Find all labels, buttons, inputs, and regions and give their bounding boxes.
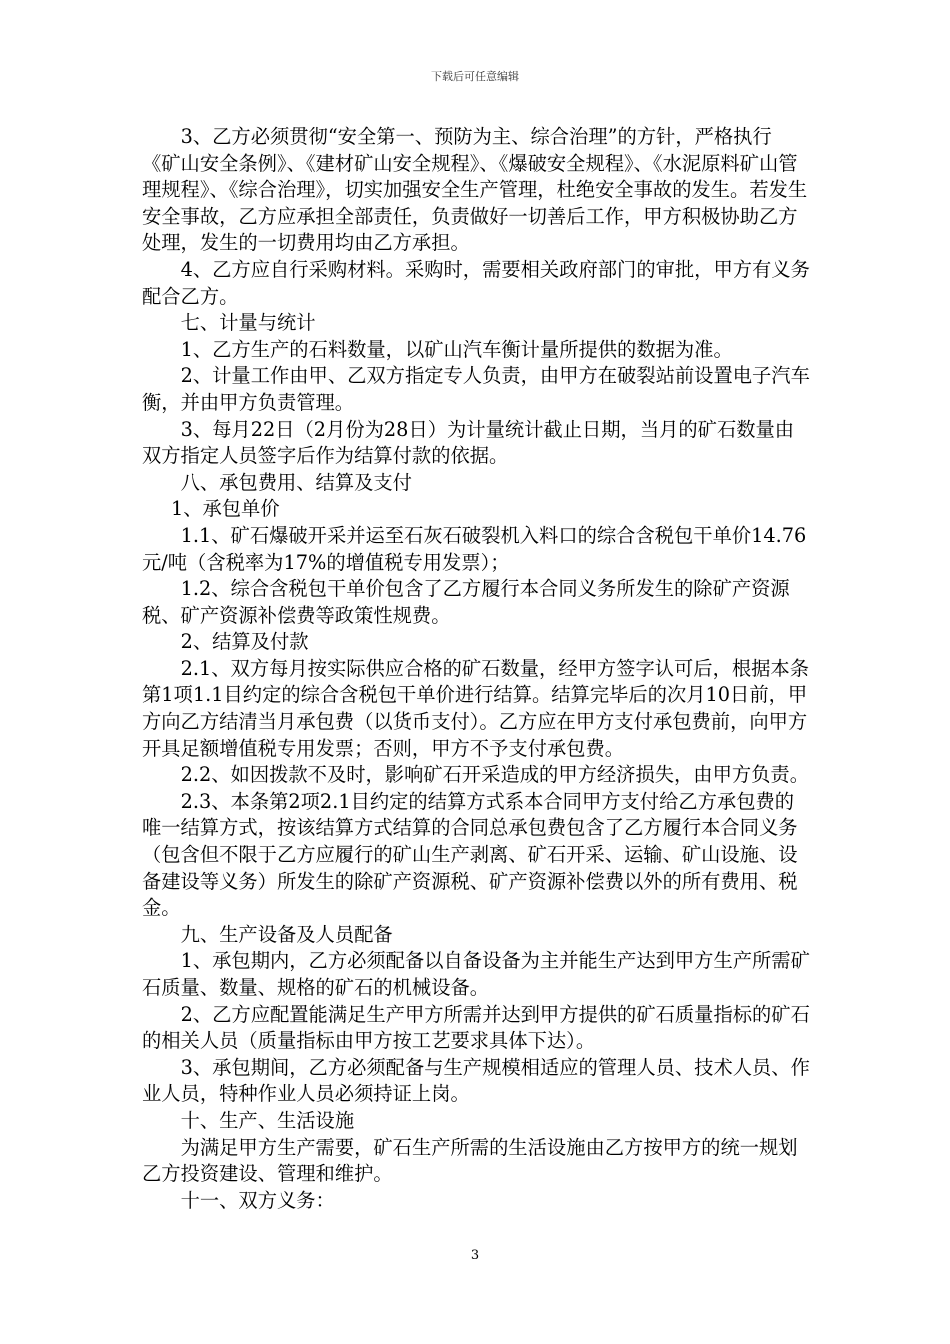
paragraph-equipment-1: 1、承包期内，乙方必须配备以自备设备为主并能生产达到甲方生产所需矿石质量、数量、规格的矿石的机械设备。 bbox=[142, 949, 810, 999]
page-header: 下载后可任意编辑 bbox=[431, 70, 519, 83]
subheading-unit-price: 1、承包单价 bbox=[170, 497, 280, 521]
paragraph-facilities: 为满足甲方生产需要，矿石生产所需的生活设施由乙方按甲方的统一规划乙方投资建设、管理和维护。 bbox=[142, 1135, 798, 1186]
document-body bbox=[142, 124, 810, 1214]
paragraph-measurement-2: 2、计量工作由甲、乙双方指定专人负责，由甲方在破裂站前设置电子汽车衡，并由甲方负责管理。 bbox=[142, 364, 810, 414]
section-heading-measurement: 七、计量与统计 bbox=[180, 311, 316, 335]
section-heading-equipment: 九、生产设备及人员配备 bbox=[180, 922, 393, 946]
section-heading-obligations: 十一、双方义务： bbox=[180, 1188, 335, 1212]
paragraph-measurement-1: 1、乙方生产的石料数量，以矿山汽车衡计量所提供的数据为准。 bbox=[180, 337, 733, 361]
paragraph-material-purchase: 4、乙方应自行采购材料。采购时，需要相关政府部门的审批，甲方有义务配合乙方。 bbox=[142, 257, 810, 308]
paragraph-settlement-2-2: 2.2、如因拨款不及时，影响矿石开采造成的甲方经济损失，由甲方负责。 bbox=[180, 763, 809, 787]
paragraph-settlement-2-1: 2.1、双方每月按实际供应合格的矿石数量，经甲方签字认可后，根据本条第1项1.1目约定的综合含税包干单价进行结算。结算完毕后的次月10日前，甲方向乙方结清当月承包费（以货币支付）。乙方应在甲方支付承包费前，向甲方开具足额增值税专用发票；否则，甲方不予支付承包费。 bbox=[142, 656, 809, 760]
paragraph-equipment-2: 2、乙方应配置能满足生产甲方所需并达到甲方提供的矿石质量指标的矿石的相关人员（质量指标由甲方按工艺要求具体下达）。 bbox=[142, 1002, 810, 1053]
paragraph-settlement-2-3: 2.3、本条第2项2.1目约定的结算方式系本合同甲方支付给乙方承包费的唯一结算方式，按该结算方式结算的合同总承包费包含了乙方履行本合同义务（包含但不限于乙方应履行的矿山生产剥离、矿石开采、运输、矿山设施、设备建设等义务）所发生的除矿产资源税、矿产资源补偿费以外的所有费用、税金。 bbox=[142, 789, 798, 920]
paragraph-measurement-3: 3、每月22日（2月份为28日）为计量统计截止日期，当月的矿石数量由双方指定人员签字后作为结算付款的依据。 bbox=[142, 417, 795, 468]
paragraph-unit-price-1-1: 1.1、矿石爆破开采并运至石灰石破裂机入料口的综合含税包干单价14.76元/吨（含税率为17%的增值税专用发票）； bbox=[142, 523, 807, 574]
subheading-settlement: 2、结算及付款 bbox=[180, 630, 309, 654]
section-heading-fees: 八、承包费用、结算及支付 bbox=[180, 470, 412, 494]
paragraph-equipment-3: 3、承包期间，乙方必须配备与生产规模相适应的管理人员、技术人员、作业人员，特种作业人员必须持证上岗。 bbox=[142, 1055, 810, 1106]
page-number: 3 bbox=[470, 1248, 480, 1263]
paragraph-unit-price-1-2: 1.2、综合含税包干单价包含了乙方履行本合同义务所发生的除矿产资源税、矿产资源补偿费等政策性规费。 bbox=[142, 577, 790, 627]
paragraph-safety-policy: 3、乙方必须贯彻“安全第一、预防为主、综合治理”的方针，严格执行《矿山安全条例》、《建材矿山安全规程》、《爆破安全规程》、《水泥原料矿山管理规程》、《综合治理》，切实加强安全生产管理，杜绝安全事故的发生。若发生安全事故，乙方应承担全部责任，负责做好一切善后工作，甲方积极协助乙方处理，发生的一切费用均由乙方承担。 bbox=[142, 125, 808, 255]
section-heading-facilities: 十、生产、生活设施 bbox=[180, 1108, 355, 1132]
